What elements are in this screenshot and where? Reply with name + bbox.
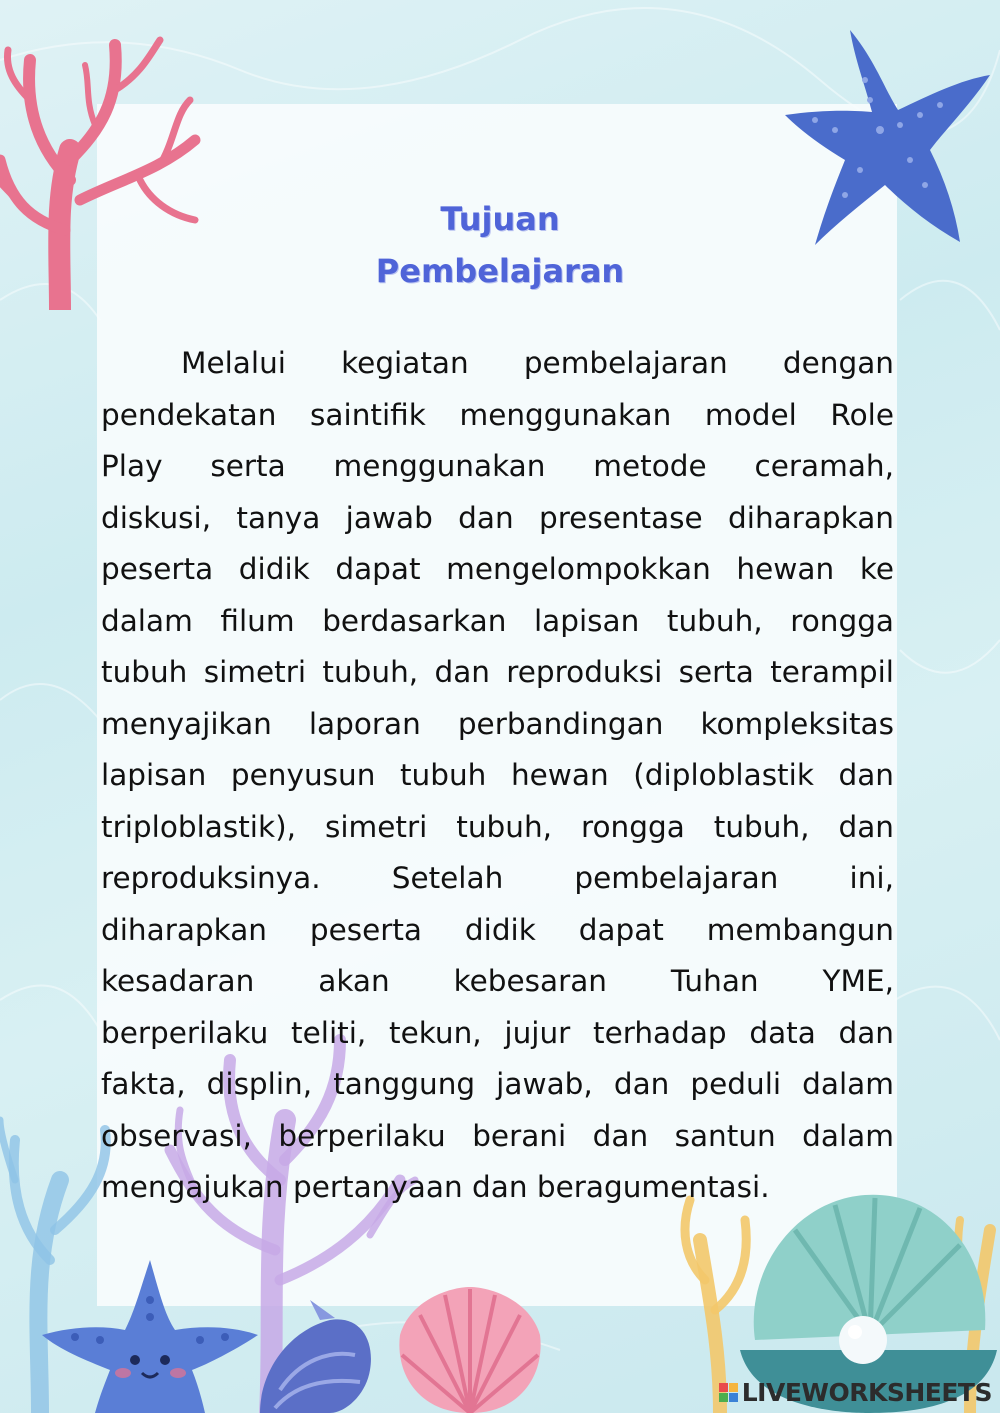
paragraph-line: kesadaran akan kebesaran Tuhan YME, [101,964,894,998]
pink-coral-icon [0,30,210,310]
seashell-icon [390,1285,550,1413]
conch-shell-icon [250,1300,380,1413]
paragraph-line: lapisan penyusun tubuh hewan (diploblastik dan [101,758,894,792]
paragraph-line: dalam filum berdasarkan lapisan tubuh, rongga [101,603,894,638]
watermark-text: LIVEWORKSHEETS [741,1378,992,1407]
paragraph-line: fakta, displin, tanggung jawab, dan peduli dalam [101,1067,894,1101]
paragraph-line: Melalui kegiatan pembelajaran dengan [181,346,894,380]
paragraph-line: tubuh simetri tubuh, dan reproduksi serta terampil [101,655,894,689]
liveworksheets-watermark[interactable] [719,1378,992,1407]
liveworksheets-logo-icon [719,1383,738,1402]
starfish-icon [40,1255,260,1413]
title-line-2: Pembelajaran [375,252,625,291]
paragraph-line: pendekatan saintifik menggunakan model Role [101,397,894,432]
paragraph-line: diharapkan peserta didik dapat membangun [101,912,894,947]
paragraph-line: observasi, berperilaku berani dan santun dalam [101,1118,894,1153]
paragraph-line: berperilaku teliti, tekun, jujur terhadap data dan [101,1015,894,1050]
title-line-1: Tujuan [440,200,560,239]
learning-objectives-paragraph [101,338,894,1214]
paragraph-line: mengajukan pertanyaan dan beragumentasi. [101,1170,770,1204]
paragraph-line: reproduksinya. Setelah pembelajaran ini, [101,861,894,895]
paragraph-line: peserta didik dapat mengelompokkan hewan ke [101,552,894,586]
blue-starfish-icon [780,20,995,250]
paragraph-line: triploblastik), simetri tubuh, rongga tubuh, dan [101,809,894,844]
paragraph-line: diskusi, tanya jawab dan presentase diharapkan [101,500,894,535]
paragraph-line: menyajikan laporan perbandingan kompleksitas [101,706,894,741]
paragraph-line: Play serta menggunakan metode ceramah, [101,449,894,483]
